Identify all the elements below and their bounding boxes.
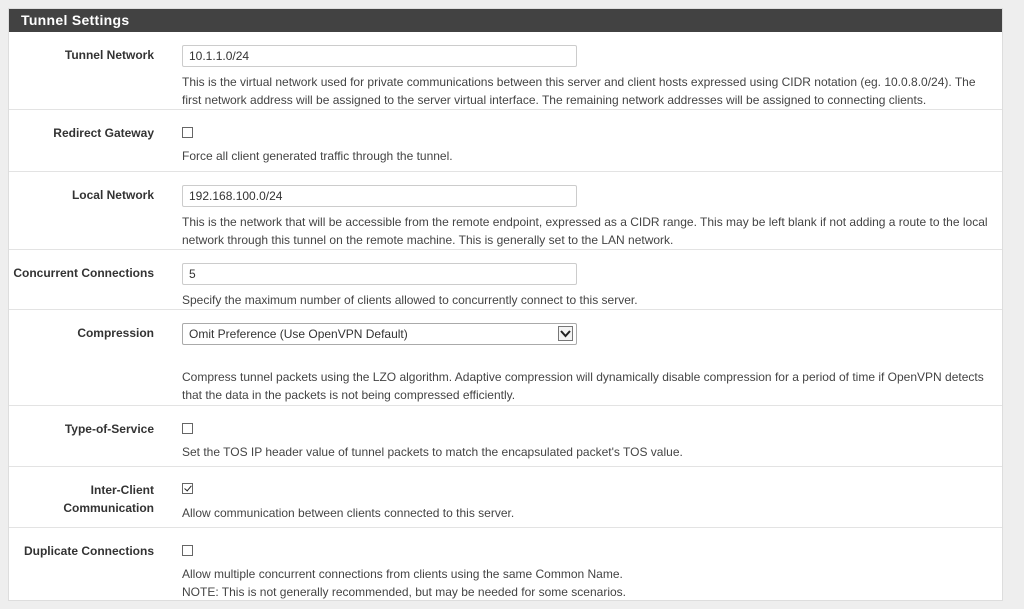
type-of-service-checkbox[interactable]: [182, 423, 193, 434]
duplicate-connections-help-line1: Allow multiple concurrent connections from clients using the same Common Name.: [182, 567, 623, 581]
type-of-service-row: [9, 406, 1002, 467]
inter-client-label-line1: Inter-Client: [90, 483, 154, 497]
duplicate-connections-row: [9, 528, 1002, 602]
redirect-gateway-checkbox[interactable]: [182, 127, 193, 138]
redirect-gateway-label: Redirect Gateway: [53, 126, 154, 140]
compression-label: Compression: [77, 326, 154, 340]
concurrent-connections-row: [9, 250, 1002, 310]
local-network-row: [9, 172, 1002, 250]
redirect-gateway-row: [9, 110, 1002, 172]
local-network-help: This is the network that will be accessible from the remote endpoint, expressed as a CIDR range. This may be left blank if not adding a route to the local network through this tunnel on the remote machine. This is generally set to the LAN network.: [182, 215, 988, 247]
tunnel-network-row: [9, 32, 1002, 110]
inter-client-checkbox[interactable]: [182, 483, 193, 494]
inter-client-row: [9, 467, 1002, 528]
inter-client-label-line2: Communication: [63, 501, 154, 515]
tunnel-network-help: This is the virtual network used for private communications between this server and client hosts expressed using CIDR notation (eg. 10.0.8.0/24). The first network address will be assigned to the server virtual interface. The remaining network addresses will be assigned to connecting clients.: [182, 75, 976, 107]
duplicate-connections-help-line2: NOTE: This is not generally recommended, but may be needed for some scenarios.: [182, 585, 626, 599]
duplicate-connections-checkbox[interactable]: [182, 545, 193, 556]
compression-row: [9, 310, 1002, 406]
type-of-service-help: Set the TOS IP header value of tunnel packets to match the encapsulated packet's TOS value.: [182, 445, 683, 459]
duplicate-connections-help: [182, 565, 994, 601]
tunnel-settings-panel: [8, 8, 1003, 601]
local-network-label: Local Network: [71, 188, 154, 202]
compression-selected-value: Omit Preference (Use OpenVPN Default): [189, 327, 408, 341]
concurrent-connections-label: Concurrent Connections: [13, 266, 154, 280]
duplicate-connections-label: Duplicate Connections: [23, 544, 154, 558]
concurrent-connections-help: Specify the maximum number of clients allowed to concurrently connect to this server.: [182, 293, 638, 307]
compression-select[interactable]: [182, 323, 577, 345]
local-network-input[interactable]: [182, 185, 577, 207]
panel-title: Tunnel Settings: [9, 9, 1002, 32]
inter-client-help: Allow communication between clients connected to this server.: [182, 506, 515, 520]
tunnel-network-label: Tunnel Network: [64, 48, 154, 62]
compression-help: Compress tunnel packets using the LZO algorithm. Adaptive compression will dynamically disable compression for a period of time if OpenVPN detects that the data in the packets is not being compressed efficiently.: [182, 370, 984, 402]
tunnel-network-input[interactable]: [182, 45, 577, 67]
concurrent-connections-input[interactable]: [182, 263, 577, 285]
redirect-gateway-help: Force all client generated traffic through the tunnel.: [182, 149, 453, 163]
type-of-service-label: Type-of-Service: [64, 422, 154, 436]
chevron-down-icon[interactable]: [558, 326, 573, 341]
inter-client-label: [4, 481, 154, 517]
